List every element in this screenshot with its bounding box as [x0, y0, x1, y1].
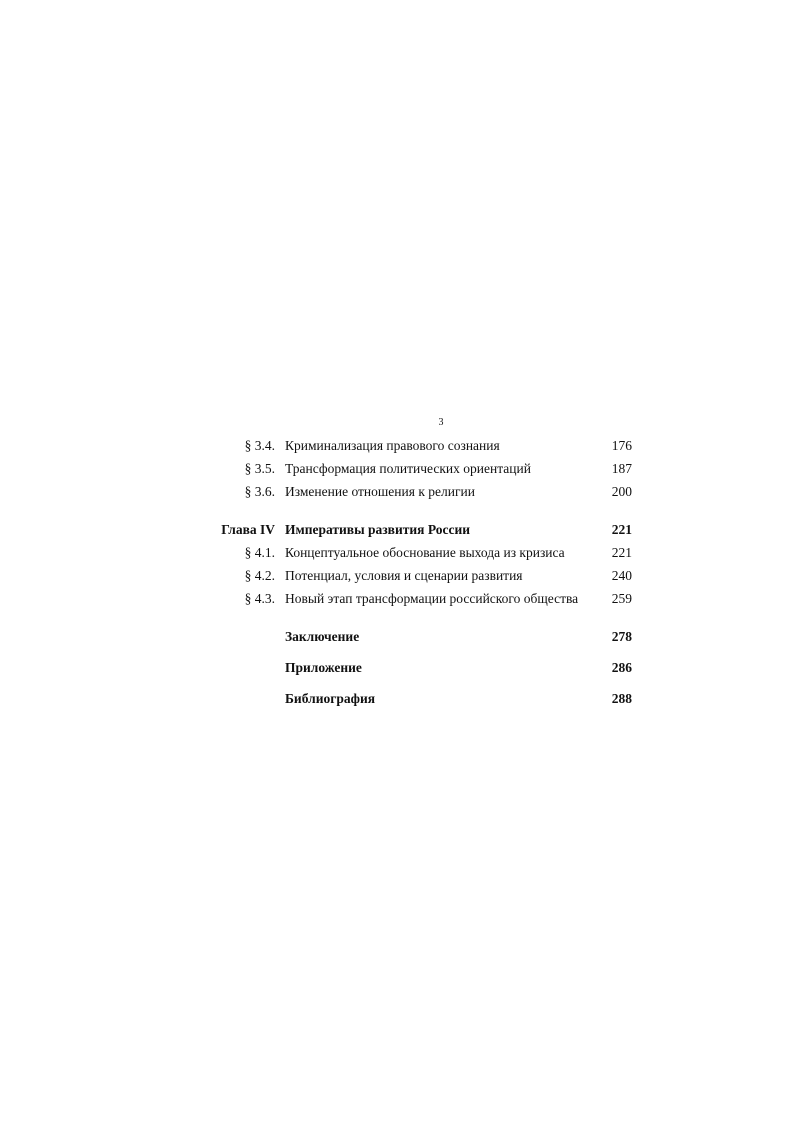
toc-entry-title: Приложение	[285, 660, 362, 675]
toc-entry-number: § 4.3.	[244, 591, 275, 606]
toc-entry-4-1[interactable]	[0, 543, 795, 563]
toc-chapter-4[interactable]	[0, 520, 795, 540]
toc-bibliography[interactable]	[0, 689, 795, 709]
toc-entry-title: Заключение	[285, 629, 360, 644]
toc-entry-title: Криминализация правового сознания	[285, 438, 500, 453]
toc-entry-title: Императивы развития России	[285, 522, 471, 537]
toc-entry-page: 221	[611, 522, 632, 537]
toc-entry-3-4[interactable]	[0, 436, 795, 456]
toc-entry-page: 221	[611, 545, 632, 560]
toc-entry-title: Изменение отношения к религии	[285, 484, 475, 499]
toc-conclusion[interactable]	[0, 627, 795, 647]
toc-entry-page: 288	[611, 691, 632, 706]
toc-entry-page: 278	[611, 629, 632, 644]
toc-entry-number: § 3.6.	[244, 484, 275, 499]
toc-entry-3-6[interactable]	[0, 482, 795, 502]
toc-entry-page: 187	[611, 461, 632, 476]
toc-entry-page: 176	[611, 438, 632, 453]
toc-entry-3-5[interactable]	[0, 459, 795, 479]
toc-entry-page: 200	[611, 484, 632, 499]
toc-entry-number: § 3.4.	[244, 438, 275, 453]
toc-entry-number: § 4.2.	[244, 568, 275, 583]
toc-entry-title: Потенциал, условия и сценарии развития	[285, 568, 523, 583]
toc-entry-number: § 3.5.	[244, 461, 275, 476]
toc-entry-title: Концептуальное обоснование выхода из кризиса	[285, 545, 565, 560]
toc-entry-4-3[interactable]	[0, 589, 795, 609]
toc-entry-4-2[interactable]	[0, 566, 795, 586]
toc-appendix[interactable]	[0, 658, 795, 678]
toc-entry-number: § 4.1.	[244, 545, 275, 560]
toc-entry-title: Трансформация политических ориентаций	[285, 461, 531, 476]
toc-entry-page: 240	[611, 568, 632, 583]
toc-entry-title: Библиография	[285, 691, 376, 706]
toc-entry-number: Глава IV	[221, 522, 275, 537]
toc-entry-title: Новый этап трансформации российского общества	[285, 591, 579, 606]
page-number: 3	[438, 417, 444, 428]
toc-entry-page: 259	[611, 591, 632, 606]
toc-entry-page: 286	[611, 660, 632, 675]
